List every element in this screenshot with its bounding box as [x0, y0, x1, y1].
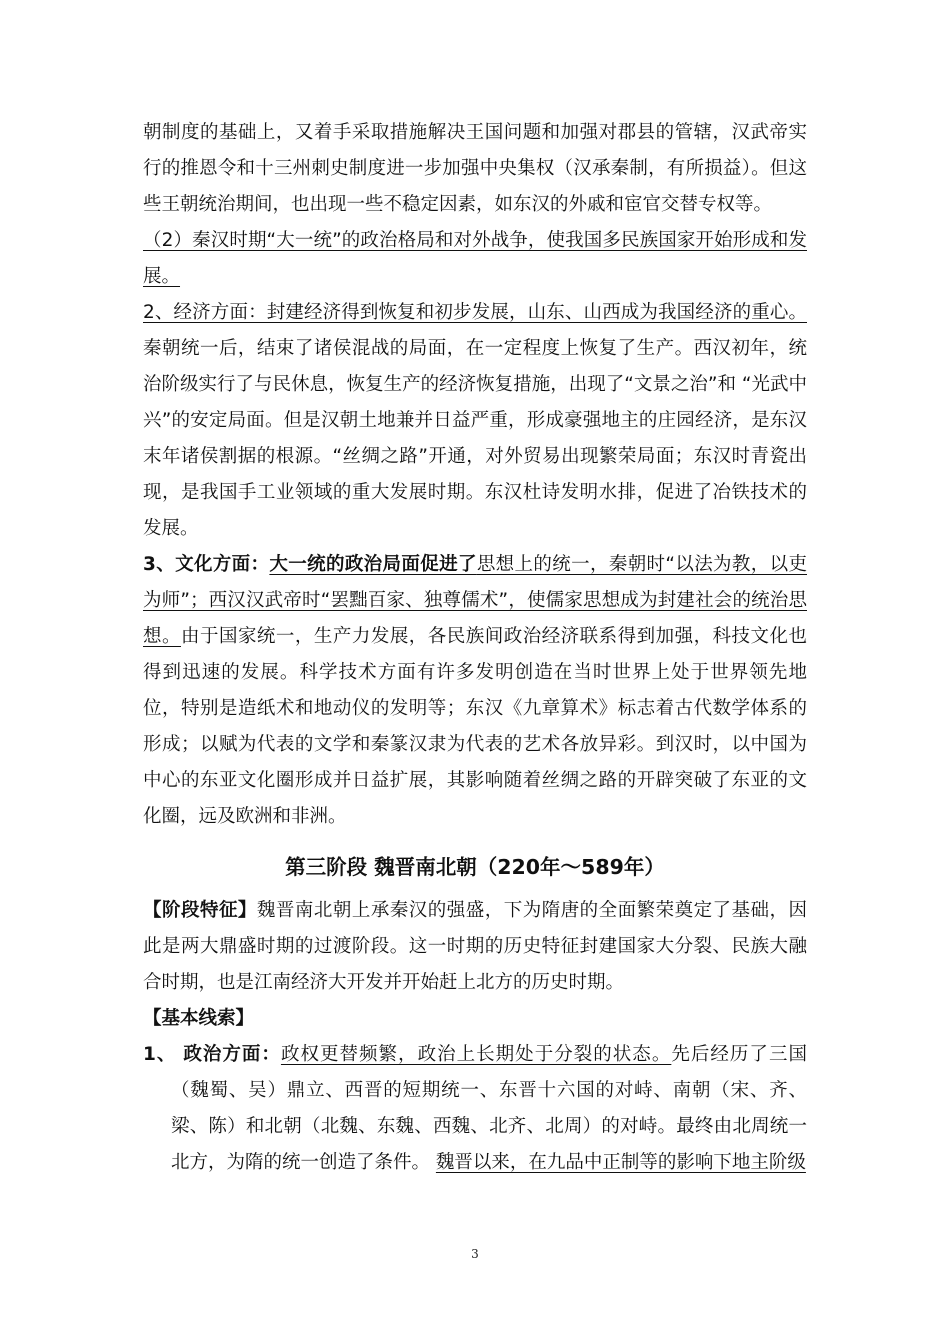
culture-underlined: 思想上的统一，秦朝时“以法为教，以吏为师”；西汉汉武帝时“罢黜百家、独尊儒术”，使儒家思想成为封建社会的统治思想。: [143, 554, 807, 647]
culture-body: 由于国家统一，生产力发展，各民族间政治经济联系得到加强，科技文化也得到迅速的发展。科学技术方面有许多发明创造在当时世界上处于世界领先地位，特别是造纸术和地动仪的发明等；东汉《九章算术》标志着古代数学体系的形成；以赋为代表的文学和秦篆汉隶为代表的艺术各放异彩。到汉时，以中国为中心的东亚文化圈形成并日益扩展，其影响随着丝绸之路的开辟突破了东亚的文化圈，远及欧洲和非洲。: [143, 626, 807, 827]
paragraph-economy: [143, 295, 807, 547]
economy-lead: 2、经济方面：封建经济得到恢复和初步发展，山东、山西成为我国经济的重心。: [143, 302, 807, 323]
politics-underlined-1: 政权更替频繁，政治上长期处于分裂的状态。: [280, 1044, 672, 1065]
politics-body: 先后经历了三国（魏蜀、吴）鼎立、西晋的短期统一、东晋十六国的对峙、南朝（宋、齐、梁、陈）和北朝（北魏、东魏、西魏、北齐、北周）的对峙。最终由北周统一北方，为隋的统一创造了条件。: [171, 1044, 807, 1173]
paragraph-politics-item: [143, 1037, 807, 1181]
culture-bold-underlined: 大一统的政治局面促进了: [269, 554, 477, 575]
page-number: 3: [471, 1247, 479, 1261]
paragraph-multiethnic-state: [143, 223, 807, 295]
item-number: 1、: [143, 1044, 177, 1065]
basic-clues-heading: 【基本线索】: [143, 1008, 255, 1029]
culture-label: 3、文化方面：: [143, 554, 270, 575]
stage-features-label: 【阶段特征】: [143, 900, 257, 921]
page-body: [143, 115, 807, 1181]
section-heading: 第三阶段 魏晋南北朝（220年～589年）: [285, 855, 665, 879]
politics-label: 政治方面：: [183, 1044, 281, 1065]
paragraph-stage-features: [143, 893, 807, 1001]
stage-features-body: 魏晋南北朝上承秦汉的强盛，下为隋唐的全面繁荣奠定了基础，因此是两大鼎盛时期的过渡阶段。这一时期的历史特征封建国家大分裂、民族大融合时期，也是江南经济大开发并开始赶上北方的历史时期。: [143, 900, 807, 993]
politics-underlined-2: 魏晋以来，在九品中正制等的影响下地主阶级: [435, 1152, 806, 1173]
economy-body: 秦朝统一后，结束了诸侯混战的局面，在一定程度上恢复了生产。西汉初年，统治阶级实行了与民休息，恢复生产的经济恢复措施，出现了“文景之治”和 “光武中兴”的安定局面。但是汉朝土地兼并日益严重，形成豪强地主的庄园经济，是东汉末年诸侯割据的根源。“丝绸之路”开通，对外贸易出现繁荣局面；东汉时青瓷出现，是我国手工业领域的重大发展时期。东汉杜诗发明水排，促进了冶铁技术的发展。: [143, 338, 807, 539]
paragraph-culture: [143, 547, 807, 835]
paragraph-qin-han-politics: 朝制度的基础上，又着手采取措施解决王国问题和加强对郡县的管辖，汉武帝实行的推恩令和十三州刺史制度进一步加强中央集权（汉承秦制，有所损益）。但这些王朝统治期间，也出现一些不稳定因素，如东汉的外戚和宦官交替专权等。: [143, 122, 807, 215]
underlined-text: （2）秦汉时期“大一统”的政治格局和对外战争，使我国多民族国家开始形成和发展。: [143, 230, 807, 287]
